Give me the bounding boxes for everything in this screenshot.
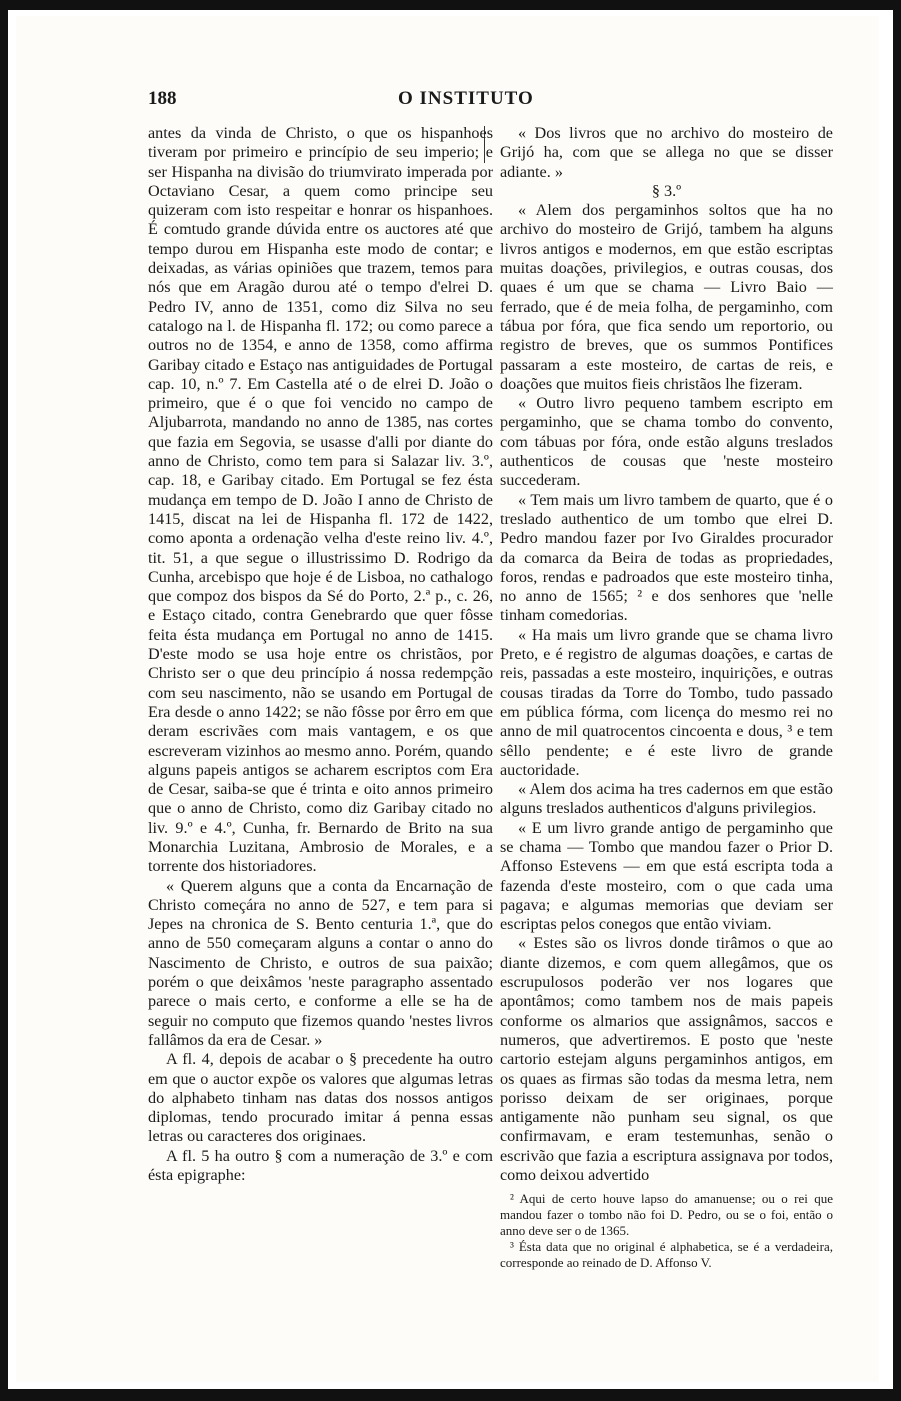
paragraph: « Estes são os livros donde tirâmos o que ao diante dizemos, e com quem allegâmos, que os escrupulosos poderão ver nos logares que apontâmos; como tambem nos de mais papeis conforme os almarios que assignâmos, saccos e numeros, que advertiremos. E posto que 'neste cartorio estejam alguns pergaminhos antigos, em os quaes as firmas são todas da mesma letra, nem porisso deixam de ser originaes, porque antigamente não punham seu signal, os que confirmavam, e eram testemunhas, senão o escrivão que fazia a escriptura assignava por todos, como deixou advertido [500,934,833,1185]
paragraph: « Tem mais um livro tambem de quarto, que é o treslado authentico de um tombo que elrei D. Pedro mandou fazer por Ivo Giraldes procurador da comarca da Beira de todas as propriedades, foros, rendas e padroados que este mosteiro tinha, no anno de 1565; ² e dos senhores que 'nelle tinham comedorias. [500,490,833,625]
footnote: ³ Ésta data que no original é alphabetica, se é a verdadeira, corresponde ao reinado de D. Affonso V. [500,1239,833,1271]
paragraph: antes da vinda de Christo, o que os hispanhoes tiveram por primeiro e princípio de seu imperio; e ser Hispanha na divisão do triumvirato imperada por Octaviano Cesar, a quem como principe seu quizeram com isto respeitar e honrar os hispanhoes. É comtudo grande dúvida entre os auctores até que tempo durou em Hispanha este modo de contar; e deixadas, as várias opiniões que trazem, temos para nós que em Aragão durou até o tempo d'elrei D. Pedro IV, anno de 1351, como diz Silva no seu catalogo na l. de Hispanha fl. 172; ou como parece a outros no de 1354, e anno de 1358, como affirma Garibay citado e Estaço nas antiguidades de Portugal cap. 10, n.º 7. Em Castella até o de elrei D. João o primeiro, que é o que foi vencido no campo de Aljubarrota, mandando no anno de 1385, nas cortes que fazia em Segovia, se usasse d'alli por diante do anno de Christo, como tem para si Salazar liv. 3.º, cap. 18, e Garibay citado. Em Portugal se fez ésta mudança em tempo de D. João I anno de Christo de 1415, discat na lei de Hispanha fl. 172 de 1422, como aponta a ordenação velha d'este reino liv. 4.º, tit. 51, a que segue o illustrissimo D. Rodrigo da Cunha, arcebispo que hoje é de Lisboa, no cathalogo que compoz dos bispos da Sé do Porto, 2.ª p., c. 26, e Estaço citado, contra Genebrardo que quer fôsse feita ésta mudança em Portugal no anno de 1415. D'este modo se usa hoje entre os christãos, por Christo ser o que deu princípio á nossa redempção com seu nascimento, não se usando em Portugal de Era desde o anno 1422; se não fôsse por êrro em que deram escrivães com mais vantagem, e os que escreveram vizinhos ao mesmo anno. Porém, quando alguns papeis antigos se acharem escriptos com Era de Cesar, saiba-se que é trinta e oito annos primeiro que o anno de Christo, como diz Garibay citado no liv. 9.º e 4.º, Cunha, fr. Bernardo de Brito na sua Monarchia Luzitana, Ambrosio de Morales, e a torrente dos historiadores. [148,124,493,876]
page-number: 188 [148,88,177,109]
right-column [500,124,833,1271]
paragraph: A fl. 5 ha outro § com a numeração de 3.º e com ésta epigraphe: [148,1146,493,1185]
section-heading: § 3.º [651,181,682,200]
paragraph: « Querem alguns que a conta da Encarnação de Christo começára no anno de 527, e tem para si Jepes na chronica de S. Bento centuria 1.ª, que do anno de 550 começaram alguns a contar o anno do Nascimento de Christo, e outros de sua paixão; porém o que deixâmos 'neste paragrapho assentado parece o mais certo, e conforme a elle se ha de seguir no computo que fizemos quando 'nestes livros fallâmos da era de Cesar. » [148,876,493,1049]
paragraph: « Alem dos acima ha tres cadernos em que estão alguns treslados authenticos d'alguns privilegios. [500,780,833,818]
footnote: ² Aqui de certo houve lapso do amanuense; ou o rei que mandou fazer o tombo não foi D. Pedro, ou se o foi, então o anno deve ser o de 1365. [500,1191,833,1239]
footnotes [500,1191,833,1271]
left-column [148,124,493,1185]
epigraph: « Dos livros que no archivo do mosteiro de Grijó ha, com que se allega no que se disser adiante. » [500,124,833,181]
running-head [148,88,838,112]
paragraph: « Alem dos pergaminhos soltos que ha no archivo do mosteiro de Grijó, tambem ha alguns livros antigos e modernos, em que estão escriptas muitas doações, privilegios, e outras cousas, dos quaes é um que se chama — Livro Baio — ferrado, que é de meia folha, de pergaminho, com tábua por fóra, que fica sendo um reportorio, ou registro de breves, que os summos Pontifices passaram a este mosteiro, de cartas de reis, e doações que muitos fieis christãos lhe fizeram. [500,201,833,393]
paragraph: « E um livro grande antigo de pergaminho que se chama — Tombo que mandou fazer o Prior D. Affonso Estevens — em que está escripta toda a fazenda d'este mosteiro, com o que cada uma pagava; e algumas memorias que deviam ser escriptas pelos conegos que então viviam. [500,818,833,934]
paragraph: « Ha mais um livro grande que se chama livro Preto, e é registro de algumas doações, e cartas de reis, passadas a este mosteiro, inquirições, e outras cousas tiradas da Torre do Tombo, tudo passado em pública fórma, com licença do mesmo rei no anno de mil quatrocentos cincoenta e dous, ³ e tem sêllo pendente; e é este livro de grande auctoridade. [500,625,833,779]
paragraph: « Outro livro pequeno tambem escripto em pergaminho, que se chama tombo do convento, com tábuas por fóra, onde estão alguns treslados authenticos de cousas que 'neste mosteiro succederam. [500,394,833,490]
running-title: O INSTITUTO [398,88,534,109]
paragraph: A fl. 4, depois de acabar o § precedente ha outro em que o auctor expõe os valores que algumas letras do alphabeto tinham nas datas dos nossos antigos diplomas, tendo procurado imitar á penna essas letras ou caracteres dos originaes. [148,1050,493,1146]
